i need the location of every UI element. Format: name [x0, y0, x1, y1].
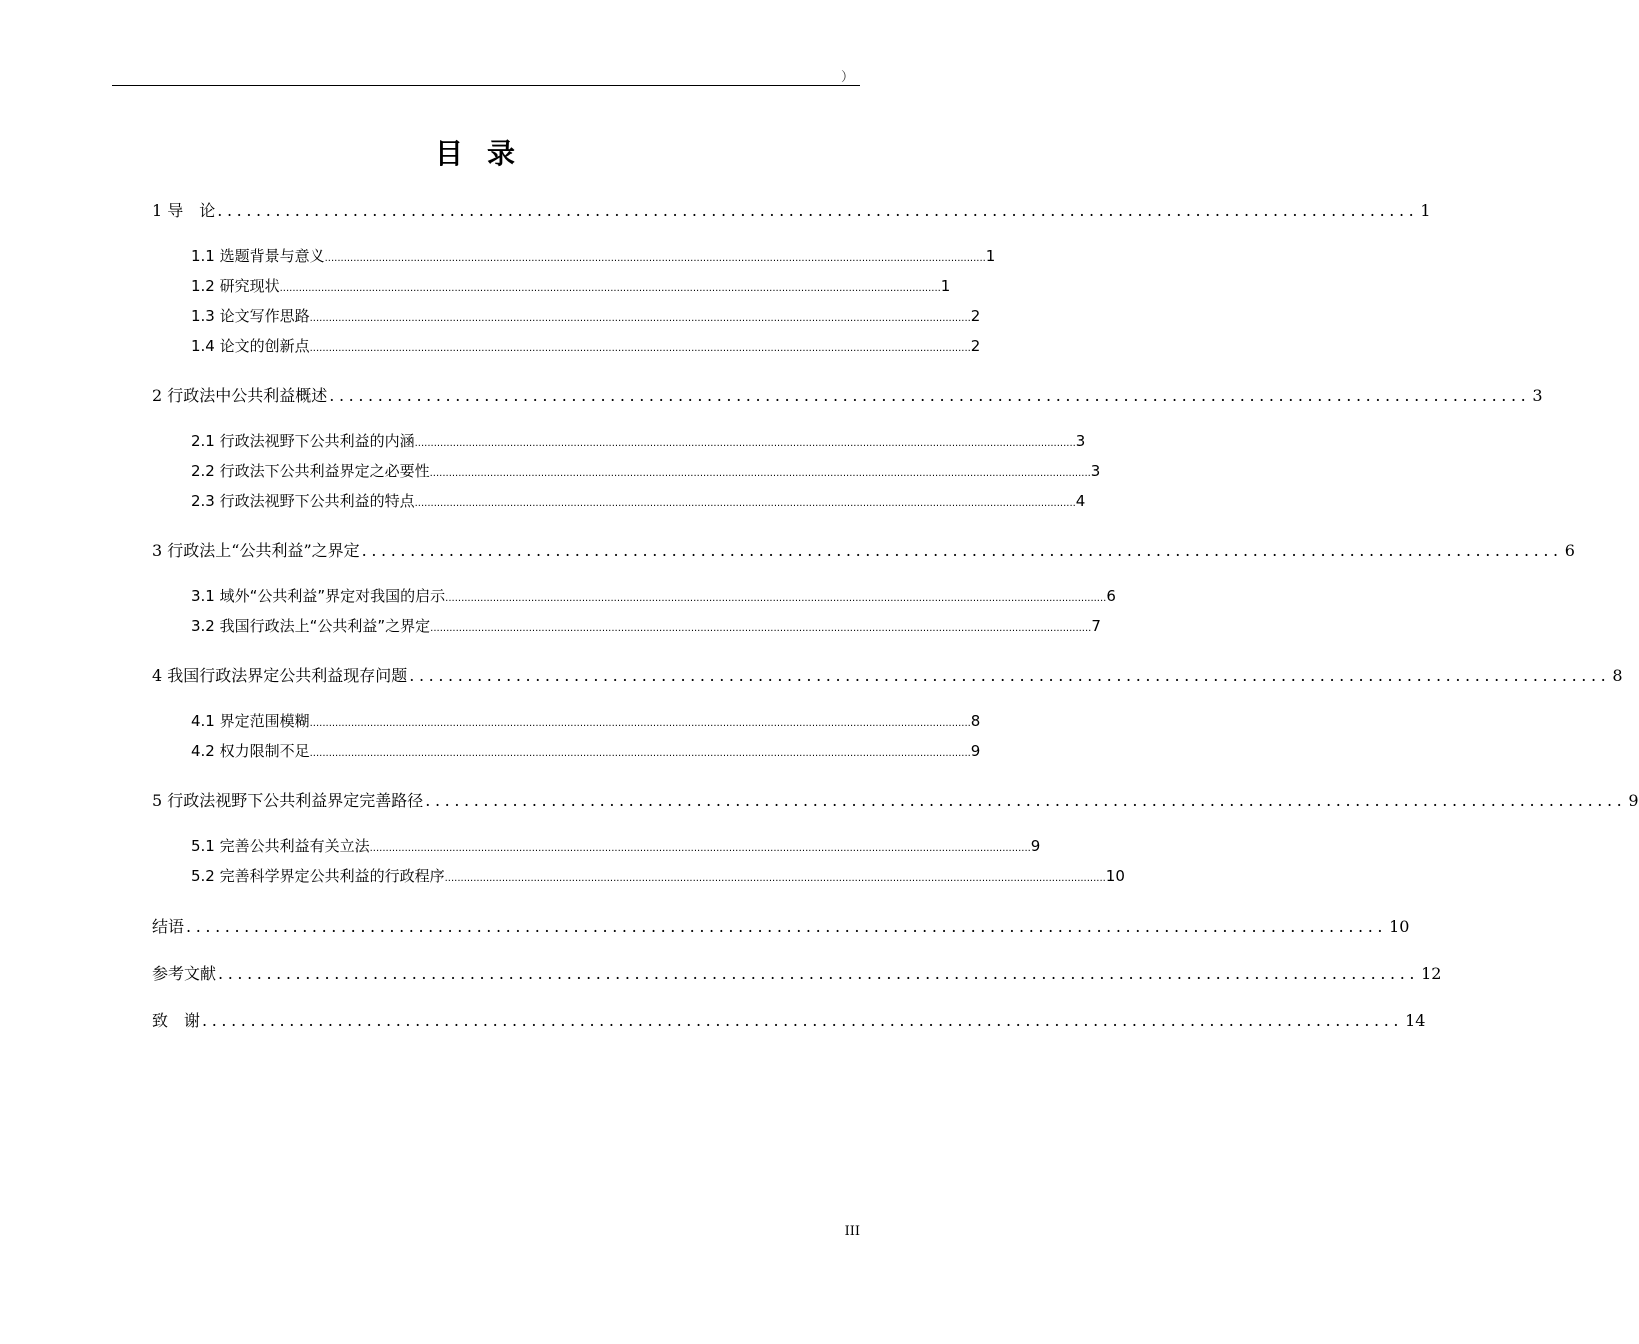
toc-page: 1	[940, 277, 951, 295]
toc-references[interactable]	[152, 961, 1442, 984]
toc-label: 2 行政法中公共利益概述	[152, 386, 328, 405]
toc-page: 2	[970, 307, 981, 325]
toc-section-5-2[interactable]	[191, 865, 1125, 886]
toc-leader: ............................................................................................................................	[202, 1011, 1404, 1030]
toc-leader: ................................................................................................................................................................................................................	[369, 843, 1031, 854]
toc-leader: ............................................................................................................................	[361, 541, 1563, 560]
toc-label: 4 我国行政法界定公共利益现存问题	[152, 666, 408, 685]
toc-leader: ................................................................................................................................................................................................................	[309, 343, 971, 354]
toc-leader: ................................................................................................................................................................................................................	[430, 623, 1092, 634]
toc-chapter-3[interactable]	[152, 538, 1575, 561]
toc-leader: ................................................................................................................................................................................................................	[414, 438, 1076, 449]
toc-label: 2.1 行政法视野下公共利益的内涵	[191, 432, 415, 450]
toc-section-5-1[interactable]	[191, 835, 1041, 856]
toc-label: 1.4 论文的创新点	[191, 337, 310, 355]
toc-label: 2.2 行政法下公共利益界定之必要性	[191, 462, 430, 480]
toc-page: 9	[1030, 837, 1041, 855]
toc-label: 1.1 选题背景与意义	[191, 247, 325, 265]
toc-label: 致 谢	[152, 1011, 201, 1030]
toc-leader: ................................................................................................................................................................................................................	[309, 748, 971, 759]
toc-label: 5.2 完善科学界定公共利益的行政程序	[191, 867, 445, 885]
toc-leader: ................................................................................................................................................................................................................	[324, 253, 986, 264]
toc-section-2-2[interactable]	[191, 460, 1101, 481]
toc-page: 8	[1612, 666, 1623, 685]
toc-page: 6	[1106, 587, 1116, 605]
toc-page: 7	[1091, 617, 1101, 635]
toc-label: 3.2 我国行政法上“公共利益”之界定	[191, 617, 431, 635]
toc-page: 3	[1532, 386, 1543, 405]
toc-label: 1.3 论文写作思路	[191, 307, 310, 325]
toc-label: 4.1 界定范围模糊	[191, 712, 310, 730]
toc-page: 1	[985, 247, 996, 265]
toc-leader: ................................................................................................................................................................................................................	[279, 283, 941, 294]
toc-leader: ................................................................................................................................................................................................................	[429, 468, 1091, 479]
toc-label: 1 导 论	[152, 201, 216, 220]
toc-page: 14	[1405, 1011, 1426, 1030]
toc-leader: ................................................................................................................................................................................................................	[445, 593, 1107, 604]
toc-section-2-1[interactable]	[191, 430, 1086, 451]
toc-leader: ................................................................................................................................................................................................................	[444, 873, 1106, 884]
toc-page: 9	[970, 742, 981, 760]
toc-label: 3.1 域外“公共利益”界定对我国的启示	[191, 587, 446, 605]
toc-leader: ................................................................................................................................................................................................................	[309, 313, 971, 324]
toc-leader: ............................................................................................................................	[217, 201, 1419, 220]
toc-chapter-4[interactable]	[152, 663, 1623, 686]
toc-section-1-1[interactable]	[191, 245, 996, 266]
toc-title: 目录	[434, 137, 539, 170]
toc-page: 3	[1090, 462, 1101, 480]
toc-leader: ............................................................................................................................	[329, 386, 1531, 405]
footer-page-number: III	[844, 1224, 860, 1239]
toc-page: 3	[1075, 432, 1086, 450]
toc-page: 10	[1105, 867, 1125, 885]
toc-page: 2	[970, 337, 981, 355]
toc-label: 5 行政法视野下公共利益界定完善路径	[152, 791, 424, 810]
toc-page: 6	[1564, 541, 1575, 560]
toc-page: 8	[970, 712, 981, 730]
toc-page: 12	[1421, 964, 1442, 983]
toc-leader: ................................................................................................................................................................................................................	[414, 498, 1076, 509]
toc-label: 2.3 行政法视野下公共利益的特点	[191, 492, 415, 510]
toc-label: 参考文献	[152, 964, 217, 983]
toc-leader: ............................................................................................................................	[425, 791, 1627, 810]
toc-label: 4.2 权力限制不足	[191, 742, 310, 760]
toc-leader: ............................................................................................................................	[186, 917, 1388, 936]
toc-section-2-3[interactable]	[191, 490, 1086, 511]
toc-conclusion[interactable]	[152, 914, 1410, 937]
toc-acknowledgements[interactable]	[152, 1008, 1426, 1031]
toc-label: 3 行政法上“公共利益”之界定	[152, 541, 360, 560]
toc-section-4-1[interactable]	[191, 710, 981, 731]
toc-page: 4	[1075, 492, 1086, 510]
header-mark: ）	[840, 70, 854, 85]
toc-leader: ............................................................................................................................	[409, 666, 1611, 685]
toc-page: 1	[1420, 201, 1431, 220]
toc-section-3-2[interactable]	[191, 615, 1101, 636]
toc-page: 9	[1628, 791, 1639, 810]
toc-chapter-5[interactable]	[152, 788, 1639, 811]
toc-leader: ............................................................................................................................	[218, 964, 1420, 983]
toc-chapter-2[interactable]	[152, 383, 1543, 406]
toc-label: 结语	[152, 917, 185, 936]
toc-label: 1.2 研究现状	[191, 277, 280, 295]
toc-section-1-4[interactable]	[191, 335, 981, 356]
toc-section-4-2[interactable]	[191, 740, 981, 761]
toc-leader: ................................................................................................................................................................................................................	[309, 718, 971, 729]
toc-section-1-2[interactable]	[191, 275, 951, 296]
toc-page: 10	[1389, 917, 1410, 936]
toc-chapter-1[interactable]	[152, 198, 1431, 221]
toc-section-1-3[interactable]	[191, 305, 981, 326]
toc-label: 5.1 完善公共利益有关立法	[191, 837, 370, 855]
toc-section-3-1[interactable]	[191, 585, 1116, 606]
